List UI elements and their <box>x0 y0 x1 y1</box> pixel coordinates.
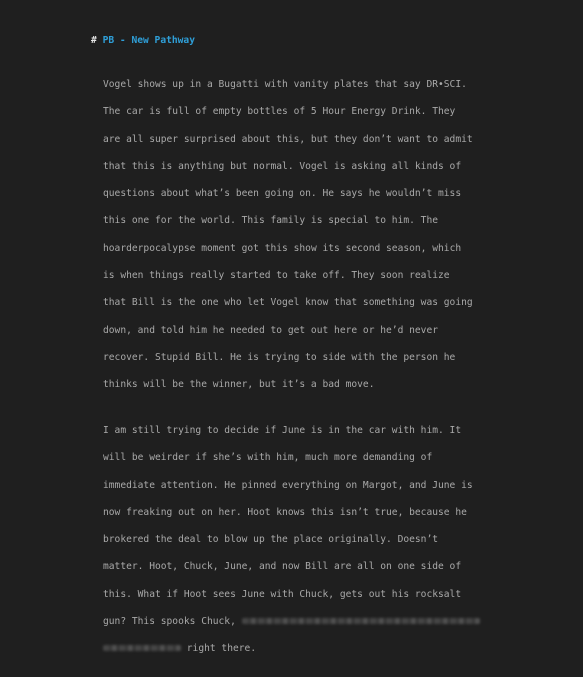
document-heading <box>91 34 195 48</box>
text-line: brokered the deal to blow up the place originally. Doesn’t <box>103 534 439 546</box>
text-line: will be weirder if she’s with him, much more demanding of <box>103 452 433 464</box>
redacted-text <box>242 618 480 624</box>
text-segment: right there. <box>186 643 257 655</box>
text-segment: this. What if Hoot sees June with Chuck, gets out his <box>103 588 415 600</box>
redacted-text <box>103 645 181 651</box>
text-line: matter. Hoot, Chuck, June, and now Bill are all on one side of <box>103 561 462 573</box>
text-line: down, and told him he needed to get out here or he’d never <box>103 324 439 336</box>
text-line: Vogel shows up in a Bugatti with vanity plates that say DR•SCI. <box>103 79 467 90</box>
text-line: is when things really started to take off. They soon realize <box>103 270 450 282</box>
text-line: now freaking out on her. Hoot knows this isn’t true, because he <box>103 506 467 518</box>
paragraph-1[interactable] <box>103 78 493 406</box>
text-line <box>103 642 493 669</box>
text-line: are all super surprised about this, but they don’t want to admit <box>103 133 473 145</box>
text-line: that this is anything but normal. Vogel is asking all kinds of <box>103 160 462 172</box>
paragraph-2[interactable] <box>103 424 493 670</box>
text-segment: moment got this show its second season, which <box>195 242 462 254</box>
misspelled-word[interactable]: hoarderpocalypse <box>103 242 196 254</box>
text-line: questions about what’s been going on. He says he wouldn’t miss <box>103 188 462 200</box>
text-line <box>103 242 493 269</box>
text-line: this one for the world. This family is special to him. The <box>103 215 439 227</box>
text-line <box>103 615 493 642</box>
text-line: recover. Stupid Bill. He is trying to side with the person he <box>103 351 456 363</box>
text-line: The car is full of empty bottles of 5 Hour Energy Drink. They <box>103 106 456 118</box>
heading-marker: # <box>91 35 97 46</box>
misspelled-word[interactable]: rocksalt <box>414 588 462 600</box>
text-segment: gun? This spooks Chuck, <box>103 616 236 628</box>
text-line: thinks will be the winner, but it’s a bad move. <box>103 379 375 391</box>
text-line: I am still trying to decide if June is in the car with him. It <box>103 425 462 436</box>
text-line <box>103 588 493 615</box>
text-line: that Bill is the one who let Vogel know that something was going <box>103 297 473 309</box>
heading-title: PB - New Pathway <box>102 35 195 46</box>
text-line: immediate attention. He pinned everything on Margot, and June is <box>103 479 473 491</box>
